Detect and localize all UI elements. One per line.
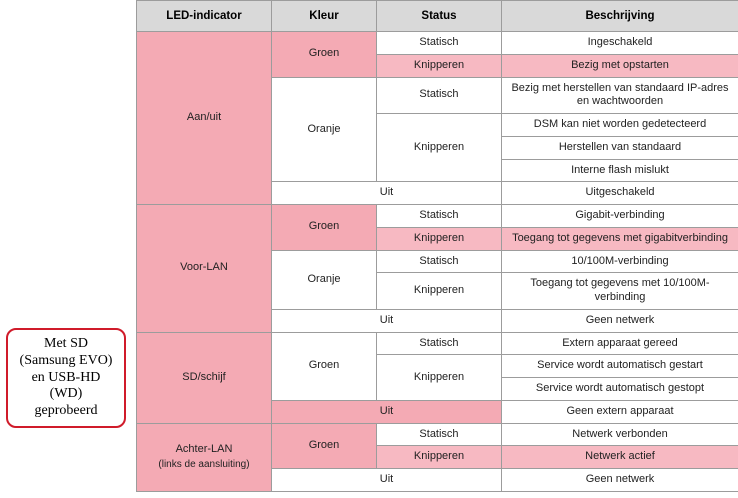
cell-led-indicator bbox=[137, 332, 272, 423]
cell-beschrijving: Geen netwerk bbox=[502, 309, 738, 332]
callout-line: geprobeerd bbox=[34, 403, 98, 419]
cell-beschrijving: Gigabit-verbinding bbox=[502, 205, 738, 228]
cell-beschrijving: DSM kan niet worden gedetecteerd bbox=[502, 114, 738, 137]
cell-kleur: Uit bbox=[272, 182, 502, 205]
led-indicator-sublabel: (links de aansluiting) bbox=[158, 458, 250, 470]
cell-status: Knipperen bbox=[377, 355, 502, 401]
led-indicator-table bbox=[136, 0, 738, 492]
table-row bbox=[137, 423, 738, 446]
led-indicator-label: Voor-LAN bbox=[180, 261, 228, 274]
cell-status: Knipperen bbox=[377, 114, 502, 182]
cell-kleur: Uit bbox=[272, 400, 502, 423]
cell-kleur: Groen bbox=[272, 205, 377, 251]
column-header-led-indicator: LED-indicator bbox=[137, 1, 272, 32]
cell-status: Statisch bbox=[377, 250, 502, 273]
cell-kleur: Oranje bbox=[272, 250, 377, 309]
cell-beschrijving: Toegang tot gegevens met gigabitverbinding bbox=[502, 227, 738, 250]
cell-beschrijving: Netwerk verbonden bbox=[502, 423, 738, 446]
cell-kleur: Oranje bbox=[272, 77, 377, 182]
cell-kleur: Groen bbox=[272, 423, 377, 469]
cell-status: Knipperen bbox=[377, 446, 502, 469]
cell-status: Knipperen bbox=[377, 227, 502, 250]
cell-status: Statisch bbox=[377, 332, 502, 355]
cell-beschrijving: Netwerk actief bbox=[502, 446, 738, 469]
table-body bbox=[137, 32, 738, 492]
cell-led-indicator bbox=[137, 205, 272, 333]
cell-status: Knipperen bbox=[377, 273, 502, 310]
cell-kleur: Uit bbox=[272, 309, 502, 332]
callout-line: en USB-HD bbox=[31, 369, 101, 385]
cell-status: Statisch bbox=[377, 205, 502, 228]
column-header-beschrijving: Beschrijving bbox=[502, 1, 738, 32]
cell-status: Statisch bbox=[377, 32, 502, 55]
cell-led-indicator bbox=[137, 32, 272, 205]
cell-beschrijving: Service wordt automatisch gestart bbox=[502, 355, 738, 378]
cell-kleur: Groen bbox=[272, 32, 377, 78]
column-header-status: Status bbox=[377, 1, 502, 32]
table-header-row bbox=[137, 1, 738, 32]
table-header bbox=[137, 1, 738, 32]
cell-status: Statisch bbox=[377, 423, 502, 446]
cell-beschrijving: Uitgeschakeld bbox=[502, 182, 738, 205]
table-row bbox=[137, 32, 738, 55]
cell-status: Statisch bbox=[377, 77, 502, 114]
cell-beschrijving: Service wordt automatisch gestopt bbox=[502, 378, 738, 401]
led-indicator-label: Aan/uit bbox=[186, 111, 222, 124]
cell-kleur: Uit bbox=[272, 469, 502, 492]
cell-beschrijving: Bezig met opstarten bbox=[502, 54, 738, 77]
callout-line: (WD) bbox=[49, 386, 83, 402]
cell-beschrijving: Ingeschakeld bbox=[502, 32, 738, 55]
table-row bbox=[137, 332, 738, 355]
callout-note bbox=[6, 328, 126, 428]
cell-beschrijving: Bezig met herstellen van standaard IP-adres en wachtwoorden bbox=[502, 77, 738, 114]
cell-beschrijving: Interne flash mislukt bbox=[502, 159, 738, 182]
led-indicator-label: Achter-LAN bbox=[175, 443, 233, 455]
cell-beschrijving: Geen netwerk bbox=[502, 469, 738, 492]
cell-beschrijving: Herstellen van standaard bbox=[502, 136, 738, 159]
column-header-kleur: Kleur bbox=[272, 1, 377, 32]
cell-beschrijving: Extern apparaat gereed bbox=[502, 332, 738, 355]
cell-kleur: Groen bbox=[272, 332, 377, 400]
cell-led-indicator bbox=[137, 423, 272, 491]
callout-line: Met SD bbox=[44, 336, 88, 351]
led-indicator-label: SD/schijf bbox=[182, 370, 226, 383]
cell-beschrijving: Geen extern apparaat bbox=[502, 400, 738, 423]
cell-beschrijving: Toegang tot gegevens met 10/100M-verbinding bbox=[502, 273, 738, 310]
cell-status: Knipperen bbox=[377, 54, 502, 77]
cell-beschrijving: 10/100M-verbinding bbox=[502, 250, 738, 273]
callout-line: (Samsung EVO) bbox=[19, 352, 113, 368]
table-row bbox=[137, 205, 738, 228]
